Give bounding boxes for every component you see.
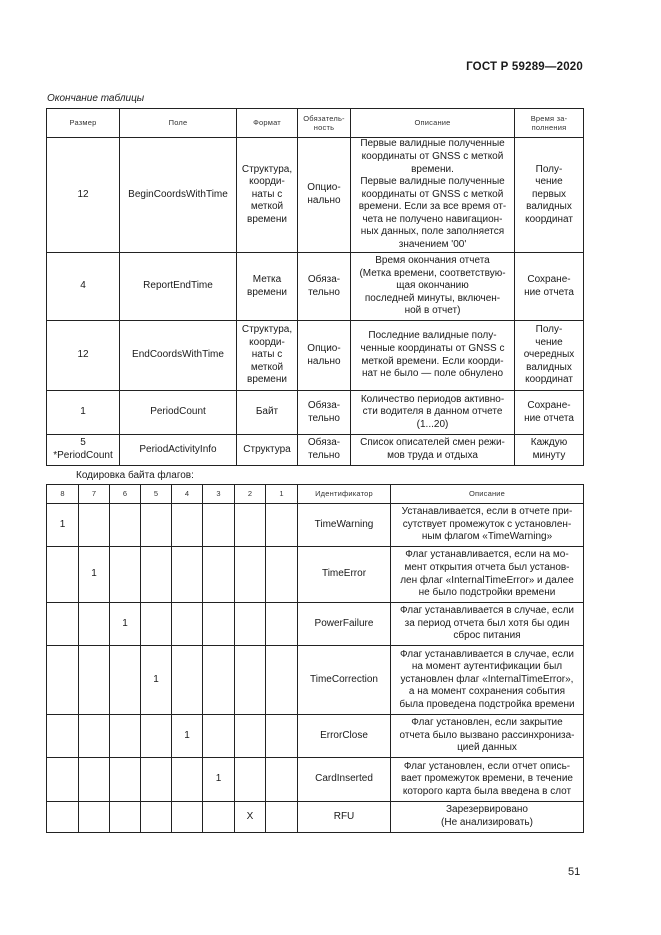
header-format: Формат [237,109,298,138]
cell-bit-1 [266,547,298,603]
cell-bit-2 [235,715,266,758]
cell-description: Флаг установлен, если закрытие отчета было вызвано рассинхрониза- цией данных [391,715,584,758]
fields-table-header [47,109,584,138]
cell-field: EndCoordsWithTime [120,321,237,391]
cell-bit-4 [172,504,203,547]
table-row [47,646,584,715]
header-bit-2: 2 [235,485,266,504]
header-field: Поле [120,109,237,138]
table-row [47,715,584,758]
cell-bit-4 [172,758,203,802]
cell-bit-4 [172,547,203,603]
cell-bit-7: 1 [79,547,110,603]
cell-description: Флаг устанавливается, если на мо- мент открытия отчета был установ- лен флаг «InternalTimeError» и далее не было подстройки времени [391,547,584,603]
cell-mandatory: Опцио- нально [298,138,351,253]
cell-description: Количество периодов активно- сти водителя в данном отчете (1...20) [351,391,515,435]
cell-description: Флаг устанавливается в случае, если за период отчета был хотя бы один сброс питания [391,603,584,646]
cell-description: Флаг установлен, если отчет опись- вает промежуток времени, в течение которого карта была введена в слот [391,758,584,802]
cell-bit-4 [172,802,203,833]
cell-size: 5 *PeriodCount [47,435,120,466]
table-row [47,504,584,547]
cell-bit-6 [110,715,141,758]
cell-bit-3 [203,802,235,833]
table-row [47,547,584,603]
cell-bit-3 [203,715,235,758]
cell-bit-7 [79,802,110,833]
cell-bit-3 [203,603,235,646]
cell-identifier: RFU [298,802,391,833]
cell-size: 1 [47,391,120,435]
table-row [47,758,584,802]
table-row [47,321,584,391]
cell-bit-5: 1 [141,646,172,715]
fields-table [46,108,584,466]
table-row [47,435,584,466]
cell-description: Список описателей смен режи- мов труда и отдыха [351,435,515,466]
cell-bit-6 [110,547,141,603]
cell-format: Метка времени [237,253,298,321]
header-size: Размер [47,109,120,138]
table-row [47,603,584,646]
cell-mandatory: Обяза- тельно [298,253,351,321]
cell-bit-6 [110,646,141,715]
cell-bit-8 [47,646,79,715]
flags-table [46,484,584,833]
cell-field: PeriodCount [120,391,237,435]
cell-mandatory: Обяза- тельно [298,435,351,466]
cell-description: Устанавливается, если в отчете при- сутствует промежуток с установлен- ным флагом «TimeWarning» [391,504,584,547]
cell-identifier: TimeError [298,547,391,603]
cell-description: Зарезервировано (Не анализировать) [391,802,584,833]
cell-format: Байт [237,391,298,435]
cell-bit-2 [235,547,266,603]
cell-bit-5 [141,504,172,547]
cell-bit-4 [172,646,203,715]
cell-bit-8 [47,603,79,646]
cell-format: Структура, коорди- наты с меткой времени [237,321,298,391]
cell-mandatory: Опцио- нально [298,321,351,391]
cell-bit-1 [266,646,298,715]
header-bit-6: 6 [110,485,141,504]
header-bit-3: 3 [203,485,235,504]
header-fill-time: Время за- полнения [515,109,584,138]
cell-bit-3: 1 [203,758,235,802]
cell-bit-5 [141,715,172,758]
header-identifier: Идентификатор [298,485,391,504]
cell-bit-6 [110,758,141,802]
flags-label: Кодировка байта флагов: [76,470,194,481]
cell-bit-1 [266,504,298,547]
cell-fill-time: Сохране- ние отчета [515,253,584,321]
table-row [47,802,584,833]
cell-fill-time: Сохране- ние отчета [515,391,584,435]
cell-fill-time: Полу- чение очередных валидных координат [515,321,584,391]
cell-bit-1 [266,715,298,758]
cell-bit-7 [79,646,110,715]
cell-bit-4: 1 [172,715,203,758]
cell-size: 12 [47,138,120,253]
cell-bit-7 [79,603,110,646]
cell-bit-7 [79,715,110,758]
cell-bit-3 [203,547,235,603]
cell-bit-2 [235,603,266,646]
cell-size: 4 [47,253,120,321]
cell-field: ReportEndTime [120,253,237,321]
cell-format: Структура [237,435,298,466]
cell-description: Последние валидные полу- ченные координаты от GNSS с меткой времени. Если коорди- нат не было — поле обнулено [351,321,515,391]
cell-bit-2 [235,646,266,715]
cell-bit-2 [235,504,266,547]
header-bit-1: 1 [266,485,298,504]
cell-bit-6 [110,802,141,833]
cell-bit-3 [203,646,235,715]
cell-description: Время окончания отчета (Метка времени, соответствую- щая окончанию последней минуты, включен- ной в отчет) [351,253,515,321]
cell-bit-5 [141,802,172,833]
cell-bit-8: 1 [47,504,79,547]
cell-bit-7 [79,758,110,802]
cell-bit-8 [47,758,79,802]
cell-mandatory: Обяза- тельно [298,391,351,435]
cell-identifier: CardInserted [298,758,391,802]
cell-description: Флаг устанавливается в случае, если на момент аутентификации был установлен флаг «InternalTimeError», а на момент сохранения события была проведена подстройка времени [391,646,584,715]
cell-bit-8 [47,802,79,833]
header-description: Описание [351,109,515,138]
cell-field: PeriodActivityInfo [120,435,237,466]
cell-bit-1 [266,802,298,833]
cell-bit-7 [79,504,110,547]
cell-bit-6 [110,504,141,547]
cell-bit-2 [235,758,266,802]
header-description: Описание [391,485,584,504]
cell-bit-3 [203,504,235,547]
table-row [47,138,584,253]
cell-identifier: PowerFailure [298,603,391,646]
cell-identifier: ErrorClose [298,715,391,758]
cell-description: Первые валидные полученные координаты от GNSS с меткой времени. Первые валидные полученные координаты от GNSS с меткой времени. Если за все время от- чета не получено навигацион- ных данных, поле заполняется значением '00' [351,138,515,253]
cell-bit-1 [266,758,298,802]
cell-size: 12 [47,321,120,391]
cell-fill-time: Полу- чение первых валидных координат [515,138,584,253]
cell-bit-5 [141,758,172,802]
page-number: 51 [568,866,581,878]
table-row [47,391,584,435]
cell-fill-time: Каждую минуту [515,435,584,466]
cell-format: Структура, коорди- наты с меткой времени [237,138,298,253]
header-bit-5: 5 [141,485,172,504]
cell-bit-5 [141,603,172,646]
cell-bit-5 [141,547,172,603]
cell-field: BeginCoordsWithTime [120,138,237,253]
flags-table-header [47,485,584,504]
header-bit-4: 4 [172,485,203,504]
header-bit-8: 8 [47,485,79,504]
cell-bit-2: X [235,802,266,833]
cell-identifier: TimeCorrection [298,646,391,715]
cell-bit-8 [47,547,79,603]
header-mandatory: Обязатель- ность [298,109,351,138]
cell-bit-4 [172,603,203,646]
table-row [47,253,584,321]
cell-bit-1 [266,603,298,646]
standard-number: ГОСТ Р 59289—2020 [466,61,583,73]
cell-identifier: TimeWarning [298,504,391,547]
table-caption: Окончание таблицы [47,93,145,104]
cell-bit-6: 1 [110,603,141,646]
cell-bit-8 [47,715,79,758]
header-bit-7: 7 [79,485,110,504]
